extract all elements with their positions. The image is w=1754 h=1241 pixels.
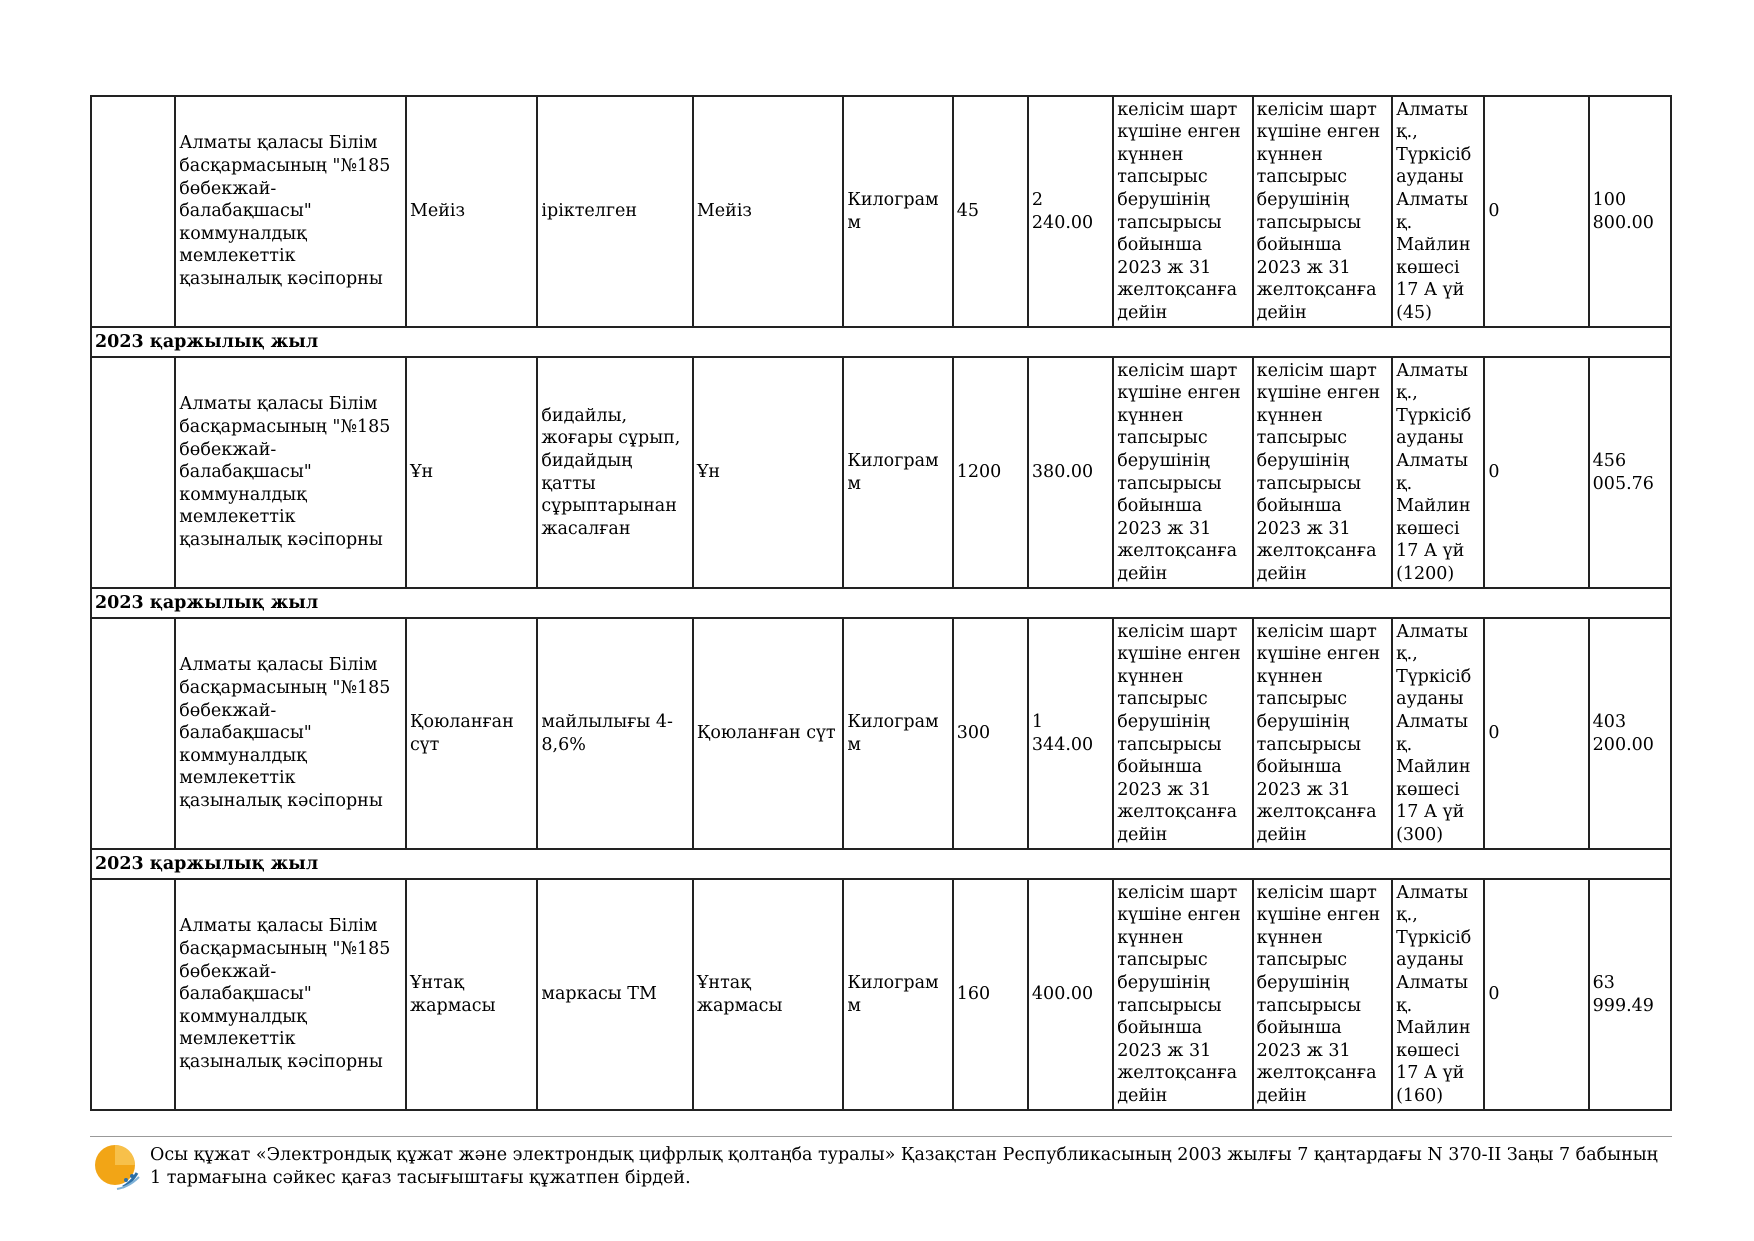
cell-additional: Қоюланған сүт: [693, 618, 843, 849]
cell-total: 403 200.00: [1589, 618, 1671, 849]
cell-total: 63 999.49: [1589, 879, 1671, 1110]
cell-delivery-term: келісім шарт күшіне енген күннен тапсырыс берушінің тапсырысы бойынша 2023 ж 31 желтоқсанға дейін: [1113, 357, 1252, 588]
cell-characteristics: майлылығы 4-8,6%: [537, 618, 692, 849]
fiscal-year-label: 2023 қаржылық жыл: [91, 588, 1671, 618]
cell-delivery-place: Алматы қ., Түркісіб ауданы Алматы қ. Майлин көшесі 17 А үй (1200): [1392, 357, 1484, 588]
cell-delivery-term-2: келісім шарт күшіне енген күннен тапсырыс берушінің тапсырысы бойынша 2023 ж 31 желтоқсанға дейін: [1253, 618, 1392, 849]
cell-delivery-term: келісім шарт күшіне енген күннен тапсырыс берушінің тапсырысы бойынша 2023 ж 31 желтоқсанға дейін: [1113, 96, 1252, 327]
fiscal-year-row: [91, 588, 1671, 618]
cell-delivery-term-2: келісім шарт күшіне енген күннен тапсырыс берушінің тапсырысы бойынша 2023 ж 31 желтоқсанға дейін: [1253, 96, 1392, 327]
fiscal-year-label: 2023 қаржылық жыл: [91, 849, 1671, 879]
cell-unit: Килограмм: [843, 879, 952, 1110]
cell-advance: 0: [1484, 879, 1588, 1110]
cell-price: 400.00: [1028, 879, 1113, 1110]
cell-quantity: 300: [953, 618, 1028, 849]
cell-name: Мейіз: [406, 96, 537, 327]
cell-number: [91, 96, 175, 327]
cell-customer: Алматы қаласы Білім басқармасының "№185 бөбекжай-балабақшасы" коммуналдық мемлекеттік қазыналық кәсіпорны: [175, 879, 406, 1110]
cell-number: [91, 618, 175, 849]
fiscal-year-label: 2023 қаржылық жыл: [91, 327, 1671, 357]
cell-advance: 0: [1484, 357, 1588, 588]
legal-notice: Осы құжат «Электрондық құжат және электрондық цифрлық қолтаңба туралы» Қазақстан Республикасының 2003 жылғы 7 қаңтардағы N 370-II Заңы 7 бабының 1 тармағына сәйкес қағаз тасығыштағы құжатпен бірдей.: [150, 1145, 1658, 1188]
cell-characteristics: маркасы ТМ: [537, 879, 692, 1110]
cell-delivery-term-2: келісім шарт күшіне енген күннен тапсырыс берушінің тапсырысы бойынша 2023 ж 31 желтоқсанға дейін: [1253, 879, 1392, 1110]
cell-delivery-term: келісім шарт күшіне енген күннен тапсырыс берушінің тапсырысы бойынша 2023 ж 31 желтоқсанға дейін: [1113, 879, 1252, 1110]
cell-total: 100 800.00: [1589, 96, 1671, 327]
cell-advance: 0: [1484, 96, 1588, 327]
document-footer: [90, 1136, 1672, 1188]
cell-name: Ұн: [406, 357, 537, 588]
table-row: [91, 879, 1671, 1110]
cell-delivery-place: Алматы қ., Түркісіб ауданы Алматы қ. Майлин көшесі 17 А үй (300): [1392, 618, 1484, 849]
egov-sun-logo-icon: [93, 1143, 141, 1191]
cell-unit: Килограмм: [843, 96, 952, 327]
cell-characteristics: іріктелген: [537, 96, 692, 327]
cell-delivery-term-2: келісім шарт күшіне енген күннен тапсырыс берушінің тапсырысы бойынша 2023 ж 31 желтоқсанға дейін: [1253, 357, 1392, 588]
procurement-table: [90, 95, 1672, 1111]
cell-price: 2 240.00: [1028, 96, 1113, 327]
cell-quantity: 160: [953, 879, 1028, 1110]
table-row: [91, 357, 1671, 588]
cell-additional: Мейіз: [693, 96, 843, 327]
table-row: [91, 618, 1671, 849]
cell-number: [91, 357, 175, 588]
fiscal-year-row: [91, 849, 1671, 879]
cell-unit: Килограмм: [843, 357, 952, 588]
fiscal-year-row: [91, 327, 1671, 357]
cell-customer: Алматы қаласы Білім басқармасының "№185 бөбекжай-балабақшасы" коммуналдық мемлекеттік қазыналық кәсіпорны: [175, 96, 406, 327]
cell-characteristics: бидайлы, жоғары сұрып, бидайдың қатты сұрыптарынан жасалған: [537, 357, 692, 588]
cell-customer: Алматы қаласы Білім басқармасының "№185 бөбекжай-балабақшасы" коммуналдық мемлекеттік қазыналық кәсіпорны: [175, 618, 406, 849]
cell-customer: Алматы қаласы Білім басқармасының "№185 бөбекжай-балабақшасы" коммуналдық мемлекеттік қазыналық кәсіпорны: [175, 357, 406, 588]
cell-price: 380.00: [1028, 357, 1113, 588]
cell-quantity: 45: [953, 96, 1028, 327]
cell-delivery-place: Алматы қ., Түркісіб ауданы Алматы қ. Майлин көшесі 17 А үй (45): [1392, 96, 1484, 327]
table-row: [91, 96, 1671, 327]
cell-delivery-term: келісім шарт күшіне енген күннен тапсырыс берушінің тапсырысы бойынша 2023 ж 31 желтоқсанға дейін: [1113, 618, 1252, 849]
cell-number: [91, 879, 175, 1110]
cell-name: Қоюланған сүт: [406, 618, 537, 849]
cell-name: Ұнтақ жармасы: [406, 879, 537, 1110]
cell-price: 1 344.00: [1028, 618, 1113, 849]
cell-quantity: 1200: [953, 357, 1028, 588]
cell-additional: Ұн: [693, 357, 843, 588]
cell-delivery-place: Алматы қ., Түркісіб ауданы Алматы қ. Майлин көшесі 17 А үй (160): [1392, 879, 1484, 1110]
cell-additional: Ұнтақ жармасы: [693, 879, 843, 1110]
cell-unit: Килограмм: [843, 618, 952, 849]
cell-advance: 0: [1484, 618, 1588, 849]
cell-total: 456 005.76: [1589, 357, 1671, 588]
